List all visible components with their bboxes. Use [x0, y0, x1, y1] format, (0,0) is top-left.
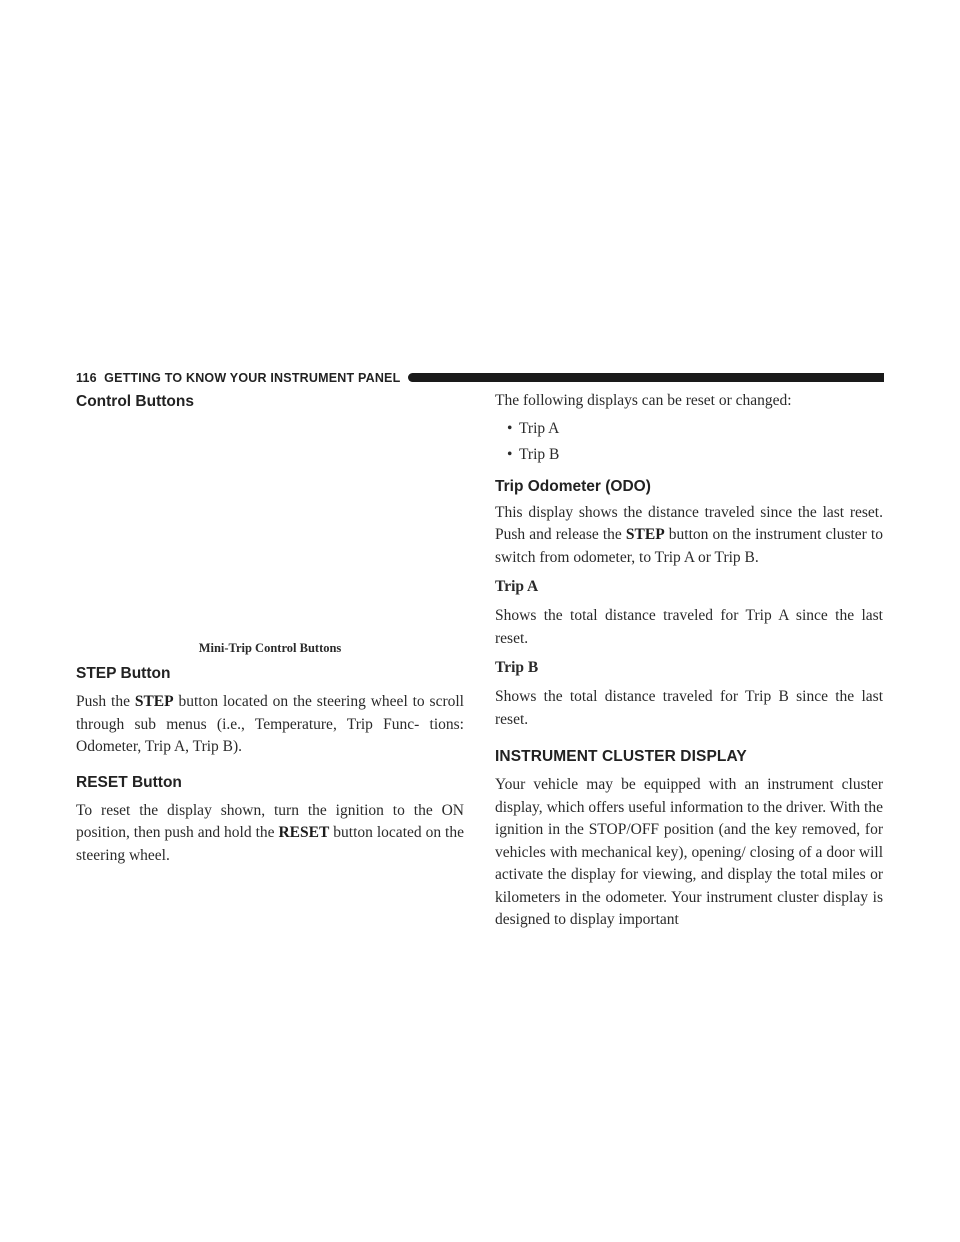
trip-odometer-paragraph: [495, 502, 883, 570]
bullet-text: Trip B: [519, 446, 560, 463]
trip-a-paragraph: Shows the total distance traveled for Trip A since the last reset.: [495, 607, 883, 647]
header-text: [76, 370, 400, 386]
right-column: [495, 392, 883, 932]
step-button-paragraph: [76, 691, 464, 759]
bullet-dot: •: [507, 446, 513, 463]
trip-odometer-heading: Trip Odometer (ODO): [495, 477, 651, 495]
reset-button-heading: RESET Button: [76, 773, 182, 791]
figure-caption: Mini-Trip Control Buttons: [198, 641, 342, 655]
list-item: [495, 444, 883, 467]
trip-b-heading: Trip B: [495, 659, 539, 676]
bullet-dot: •: [507, 419, 513, 437]
step-bold: STEP: [134, 693, 174, 710]
left-column: [76, 392, 464, 867]
intro-paragraph: The following displays can be reset or changed:: [495, 392, 792, 409]
figure: [76, 412, 464, 656]
step-text-1: Push the: [76, 693, 135, 710]
step-button-heading: STEP Button: [76, 665, 171, 682]
instrument-cluster-display-paragraph: Your vehicle may be equipped with an instrument cluster display, which offers useful information to the driver. With the ignition in the STOP/OFF position (and the key removed, for vehicles with mechanical key), opening/ closing of a door will activate the display for viewing, and display the total miles or kilometers in the odometer. Your instrument cluster display is designed to display important: [495, 776, 883, 928]
step-text-2: button located on the steering wheel to scroll through sub menus (i.e., Temperature, Trip Func- tions: Odometer, Trip A, Trip B).: [76, 693, 464, 755]
odo-bold: STEP: [625, 526, 665, 543]
list-item: [495, 418, 883, 441]
page-header: [76, 370, 884, 386]
reset-button-paragraph: [76, 800, 464, 868]
odo-text-2: button on the instrument cluster to switch from odometer, to Trip A or Trip B.: [495, 526, 883, 566]
page-number: 116: [76, 371, 97, 385]
reset-text-2: button located on the steering wheel.: [76, 824, 464, 864]
control-buttons-heading: Control Buttons: [76, 393, 194, 410]
section-title: GETTING TO KNOW YOUR INSTRUMENT PANEL: [104, 371, 401, 385]
reset-bold: RESET: [278, 824, 330, 841]
bullet-text: Trip A: [519, 419, 560, 437]
trip-b-paragraph: Shows the total distance traveled for Trip B since the last reset.: [495, 688, 883, 728]
trip-a-heading: Trip A: [495, 578, 539, 595]
header-rule: [408, 373, 884, 382]
instrument-cluster-display-heading: INSTRUMENT CLUSTER DISPLAY: [495, 748, 747, 765]
reset-text-1: To reset the display shown, turn the ignition to the ON position, then push and hold the: [76, 801, 464, 841]
odo-text-1: This display shows the distance traveled since the last reset. Push and release the: [495, 503, 883, 543]
